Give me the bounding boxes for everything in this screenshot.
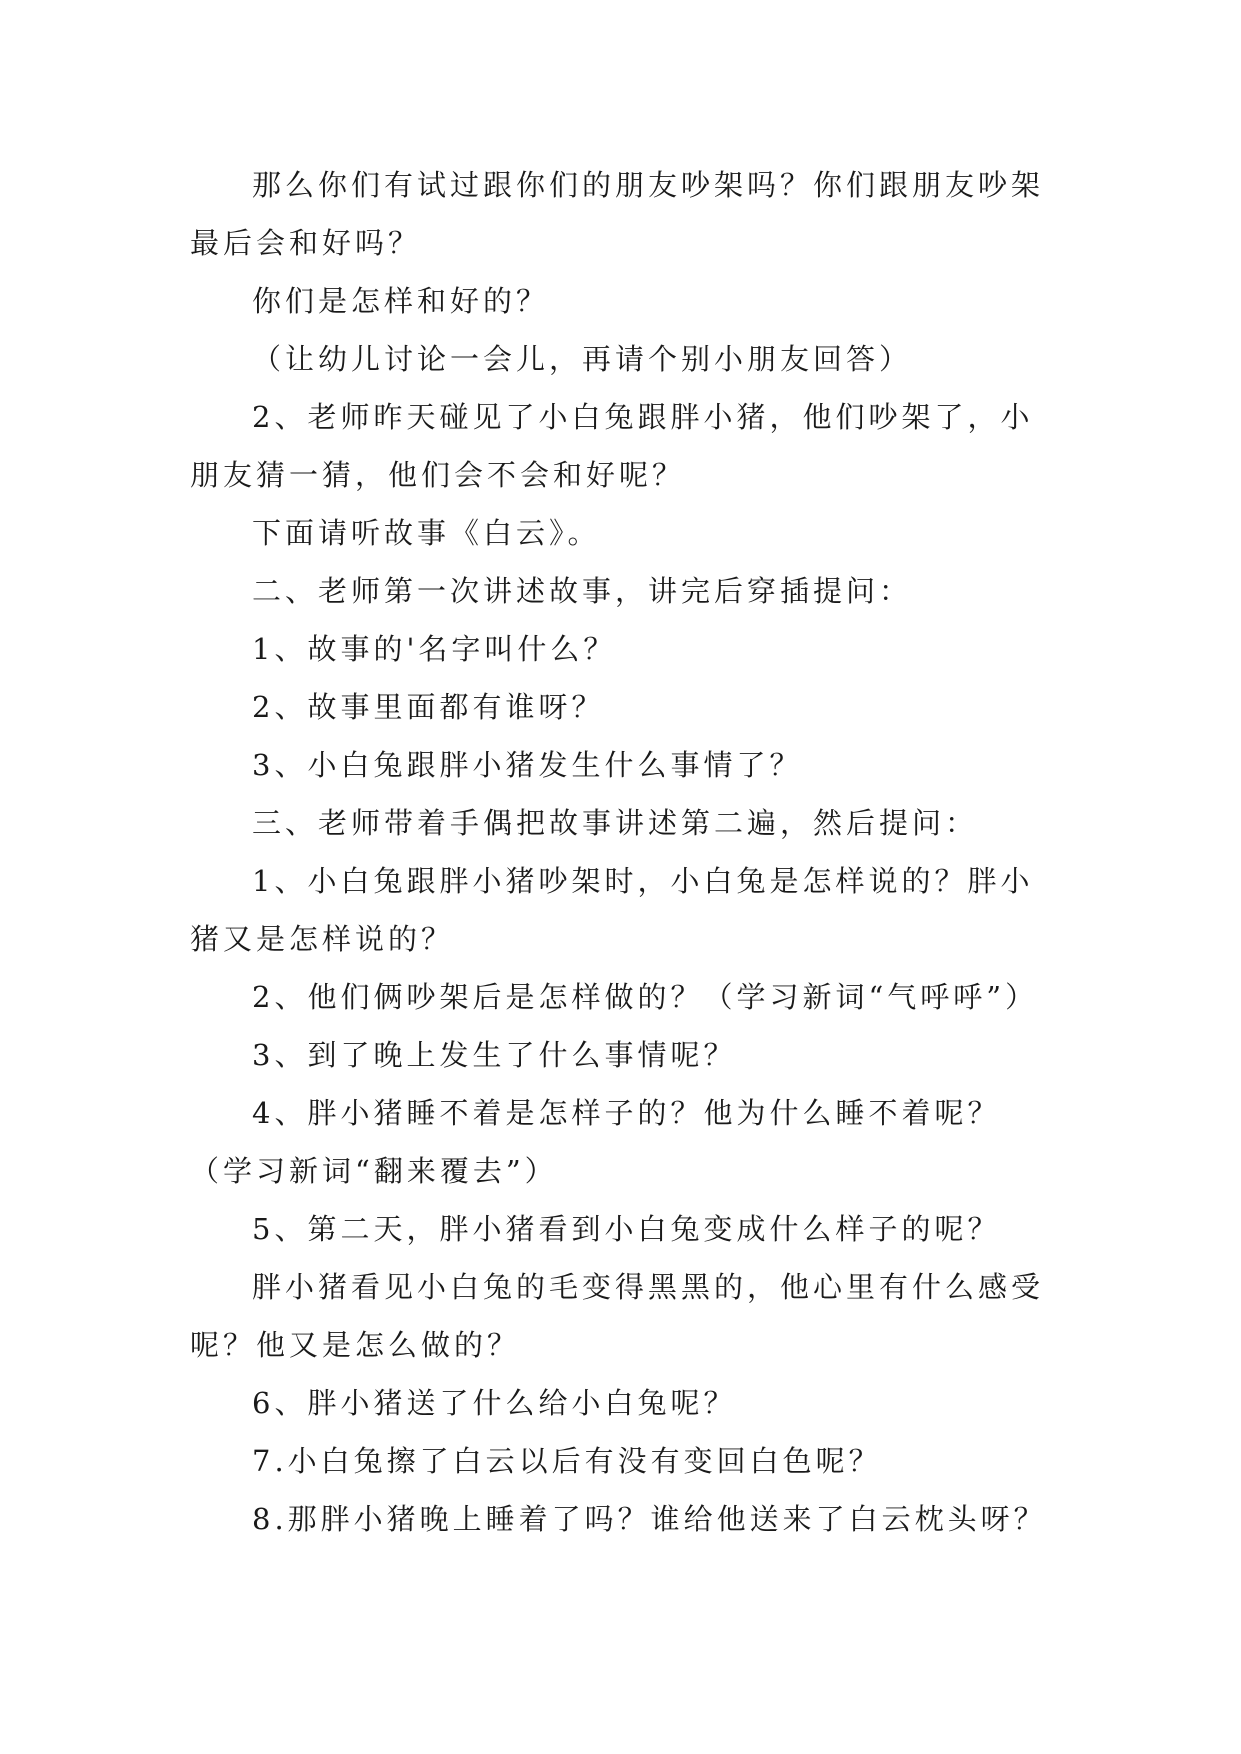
question-item: 2、他们俩吵架后是怎样做的？（学习新词“气呼呼”） bbox=[252, 980, 1039, 1014]
question-item: 1、故事的'名字叫什么？ bbox=[252, 632, 617, 666]
section-heading: 三、老师带着手偶把故事讲述第二遍，然后提问： bbox=[252, 806, 979, 840]
question-item: 2、故事里面都有谁呀？ bbox=[252, 690, 605, 724]
paragraph: （让幼儿讨论一会儿，再请个别小朋友回答） bbox=[252, 342, 913, 376]
paragraph: 2、老师昨天碰见了小白兔跟胖小猪，他们吵架了，小朋友猜一猜，他们会不会和好呢？ bbox=[190, 400, 1034, 492]
question-item: 4、胖小猪睡不着是怎样子的？他为什么睡不着呢？（学习新词“翻来覆去”） bbox=[190, 1096, 1001, 1188]
question-item: 7.小白兔擦了白云以后有没有变回白色呢？ bbox=[252, 1444, 882, 1478]
document-body bbox=[190, 156, 1060, 1548]
question-item: 3、小白兔跟胖小猪发生什么事情了？ bbox=[252, 748, 803, 782]
question-item: 6、胖小猪送了什么给小白兔呢？ bbox=[252, 1386, 737, 1420]
question-item: 3、到了晚上发生了什么事情呢？ bbox=[252, 1038, 737, 1072]
section-heading: 二、老师第一次讲述故事，讲完后穿插提问： bbox=[252, 574, 913, 608]
question-item: 1、小白兔跟胖小猪吵架时，小白兔是怎样说的？胖小猪又是怎样说的？ bbox=[190, 864, 1034, 956]
question-item: 5、第二天，胖小猪看到小白兔变成什么样子的呢？ bbox=[252, 1212, 1001, 1246]
paragraph: 那么你们有试过跟你们的朋友吵架吗？你们跟朋友吵架最后会和好吗？ bbox=[190, 168, 1045, 260]
question-item: 8.那胖小猪晚上睡着了吗？谁给他送来了白云枕头呀？ bbox=[252, 1502, 1047, 1536]
paragraph: 下面请听故事《白云》。 bbox=[252, 516, 601, 550]
paragraph: 胖小猪看见小白兔的毛变得黑黑的，他心里有什么感受呢？他又是怎么做的？ bbox=[190, 1270, 1045, 1362]
paragraph: 你们是怎样和好的？ bbox=[252, 284, 550, 318]
